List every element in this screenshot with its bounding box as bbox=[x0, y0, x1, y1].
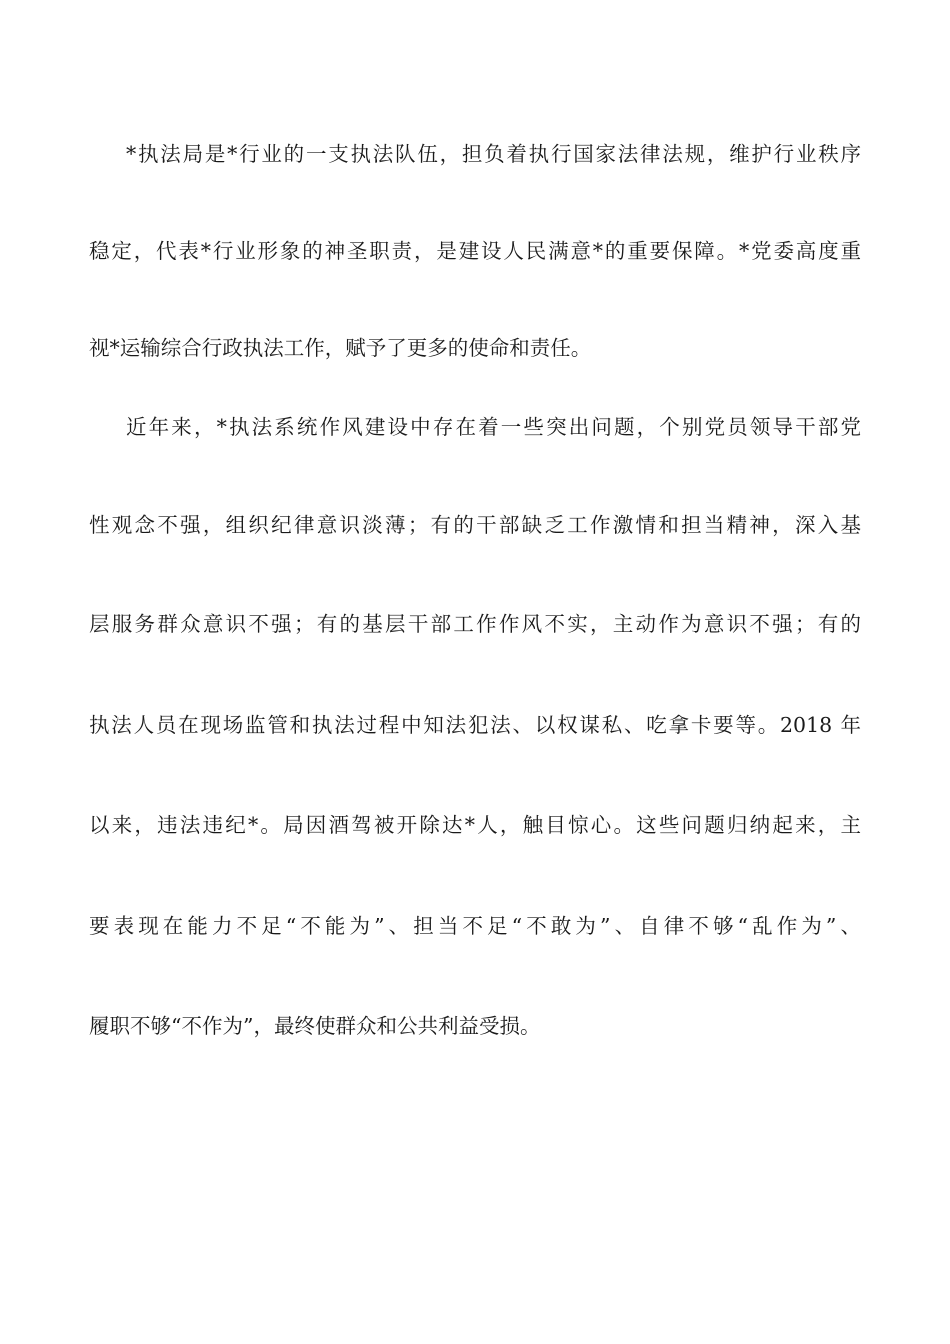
paragraph-1-line-1: *执法局是*行业的一支执法队伍，担负着执行国家法律法规，维护行业秩序 bbox=[126, 142, 861, 166]
paragraph-2-line-2: 性观念不强，组织纪律意识淡薄；有的干部缺乏工作激情和担当精神，深入基 bbox=[89, 513, 861, 537]
paragraph-2-line-5: 以来，违法违纪*。局因酒驾被开除达*人，触目惊心。这些问题归纳起来，主 bbox=[89, 813, 861, 837]
paragraph-2-line-4: 执法人员在现场监管和执法过程中知法犯法、以权谋私、吃拿卡要等。2018 年 bbox=[89, 713, 861, 737]
paragraph-2-line-3: 层服务群众意识不强；有的基层干部工作作风不实，主动作为意识不强；有的 bbox=[89, 612, 861, 636]
paragraph-2-line-7: 履职不够“不作为”，最终使群众和公共利益受损。 bbox=[89, 1014, 541, 1038]
paragraph-2-line-1: 近年来，*执法系统作风建设中存在着一些突出问题，个别党员领导干部党 bbox=[126, 415, 861, 439]
paragraph-2-line-6: 要表现在能力不足“不能为”、担当不足“不敢为”、自律不够“乱作为”、 bbox=[89, 914, 861, 938]
paragraph-1-line-3: 视*运输综合行政执法工作，赋予了更多的使命和责任。 bbox=[89, 336, 592, 360]
paragraph-1-line-2: 稳定，代表*行业形象的神圣职责，是建设人民满意*的重要保障。*党委高度重 bbox=[89, 239, 861, 263]
